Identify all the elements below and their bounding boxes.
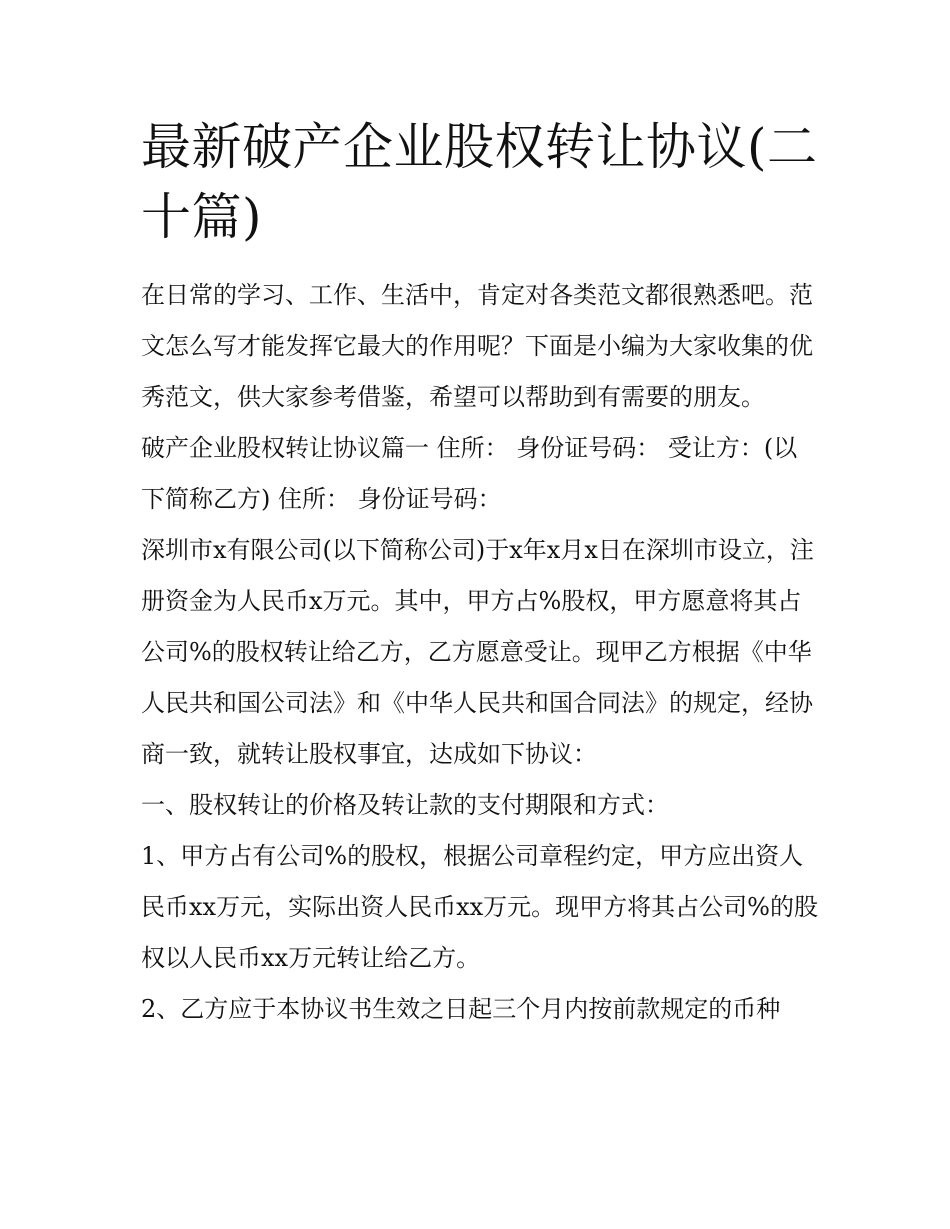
background-paragraph: 深圳市x有限公司(以下简称公司)于x年x月x日在深圳市设立，注册资金为人民币x万元。其中，甲方占%股权，甲方愿意将其占公司%的股权转让给乙方，乙方愿意受让。现甲乙方根据《中华人民共和国公司法》和《中华人民共和国合同法》的规定，经协商一致，就转让股权事宜，达成如下协议： bbox=[141, 536, 814, 768]
section-heading-1: 一、股权转让的价格及转让款的支付期限和方式： bbox=[141, 791, 669, 819]
clause-1: 1、甲方占有公司%的股权，根据公司章程约定，甲方应出资人民币xx万元，实际出资人民币xx万元。现甲方将其占公司%的股权以人民币xx万元转让给乙方。 bbox=[141, 842, 818, 972]
parties-paragraph: 破产企业股权转让协议篇一 住所： 身份证号码： 受让方：(以下简称乙方) 住所： 身份证号码： bbox=[141, 434, 798, 513]
document-title: 最新破产企业股权转让协议(二十篇) bbox=[141, 118, 818, 246]
document-body bbox=[141, 270, 821, 1035]
clause-2: 2、乙方应于本协议书生效之日起三个月内按前款规定的币种 bbox=[141, 995, 781, 1023]
intro-paragraph: 在日常的学习、工作、生活中，肯定对各类范文都很熟悉吧。范文怎么写才能发挥它最大的作用呢？下面是小编为大家收集的优秀范文，供大家参考借鉴，希望可以帮助到有需要的朋友。 bbox=[141, 281, 813, 411]
document-content bbox=[141, 112, 821, 1035]
